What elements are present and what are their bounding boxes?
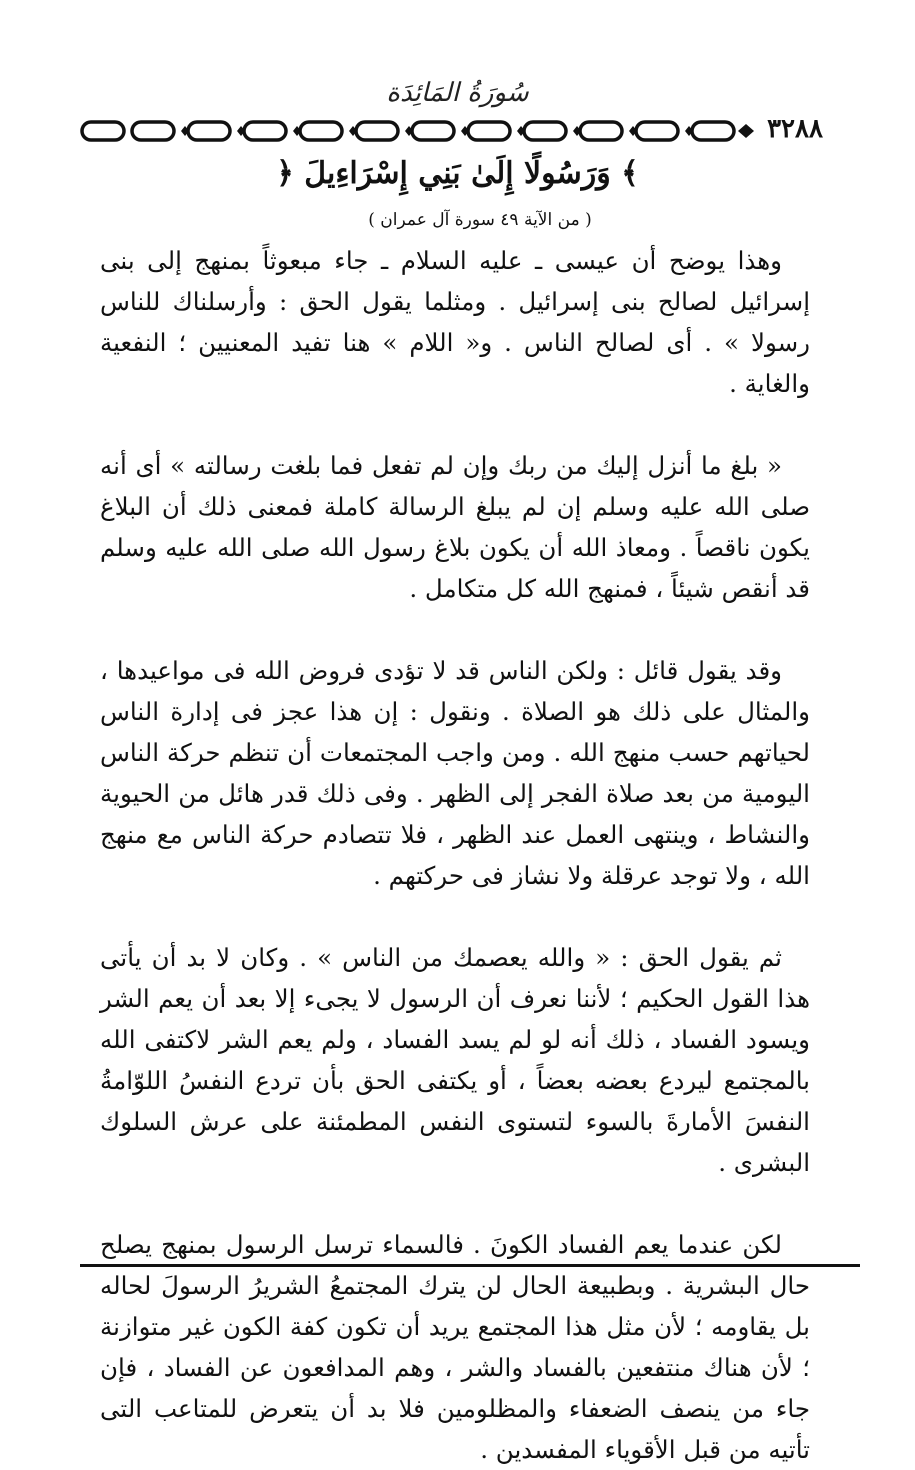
paragraph: ثم يقول الحق : « والله يعصمك من الناس » . وكان لا بد أن يأتى هذا القول الحكيم ؛ لأننا نعرف أن الرسول لا يجىء إلا بعد أن يعم الشر ويسود الفساد ، ذلك أنه لو لم يسد الفساد ، ولم يعم الشر لاكتفى الله بالمجتمع ليردع بعضه بعضاً ، أو يكتفى الحق بأن تردع النفسُ اللوّامةُ النفسَ الأمارةَ بالسوء لتستوى النفس المطمئنة على عرش السلوك البشرى .	[100, 943, 810, 1177]
body-text	[100, 240, 810, 1470]
paragraph: وقد يقول قائل : ولكن الناس قد لا تؤدى فروض الله فى مواعيدها ، والمثال على ذلك هو الصلاة . ونقول : إن هذا عجز فى إدارة الناس لحياتهم حسب منهج الله . ومن واجب المجتمعات أن تنظم حركة الناس اليومية من بعد صلاة الفجر إلى الظهر . وفى ذلك قدر هائل من الحيوية والنشاط ، وينتهى العمل عند الظهر ، فلا تتصادم حركة الناس مع منهج الله ، ولا توجد عرقلة ولا نشاز فى حركتهم .	[100, 656, 810, 890]
paragraph: لكن عندما يعم الفساد الكونَ . فالسماء ترسل الرسول بمنهج يصلح حال البشرية . وبطبيعة الحال لن يترك المجتمعُ الشريرُ الرسولَ لحاله بل يقاومه ؛ لأن مثل هذا المجتمع يريد أن تكون كفة الكون غير متوازنة ؛ لأن هناك منتفعين بالفساد والشر ، وهم المدافعون عن الفساد ، فإن جاء من ينصف الضعفاء والمظلومين فلا بد أن يتعرض للمتاعب التى تأتيه من قبل الأقوياء المفسدين .	[100, 1230, 810, 1464]
surah-title: سُورَةُ المَائِدَة	[386, 78, 529, 108]
quran-verse: ﴿ وَرَسُولًا إِلَىٰ بَنِي إِسْرَاءِيلَ ﴾	[276, 156, 639, 191]
ornamental-border	[78, 118, 758, 144]
paragraph: « بلغ ما أنزل إليك من ربك وإن لم تفعل فما بلغت رسالته » أى أنه صلى الله عليه وسلم إن لم يبلغ الرسالة كاملة فمعنى ذلك أن البلاغ يكون ناقصاً . ومعاذ الله أن يكون بلاغ رسول الله صلى الله عليه وسلم قد أنقص شيئاً ، فمنهج الله كل متكامل .	[100, 451, 810, 603]
page-number: ٣٢٨٨	[767, 114, 823, 144]
verse-reference: ( من الآية ٤٩ سورة آل عمران )	[368, 210, 592, 230]
footer-rule	[80, 1264, 860, 1267]
paragraph: وهذا يوضح أن عيسى ـ عليه السلام ـ جاء مبعوثاً بمنهج إلى بنى إسرائيل لصالح بنى إسرائيل . ومثلما يقول الحق : وأرسلناك للناس رسولا » . أى لصالح الناس . و« اللام » هنا تفيد المعنيين ؛ النفعية والغاية .	[100, 246, 810, 398]
